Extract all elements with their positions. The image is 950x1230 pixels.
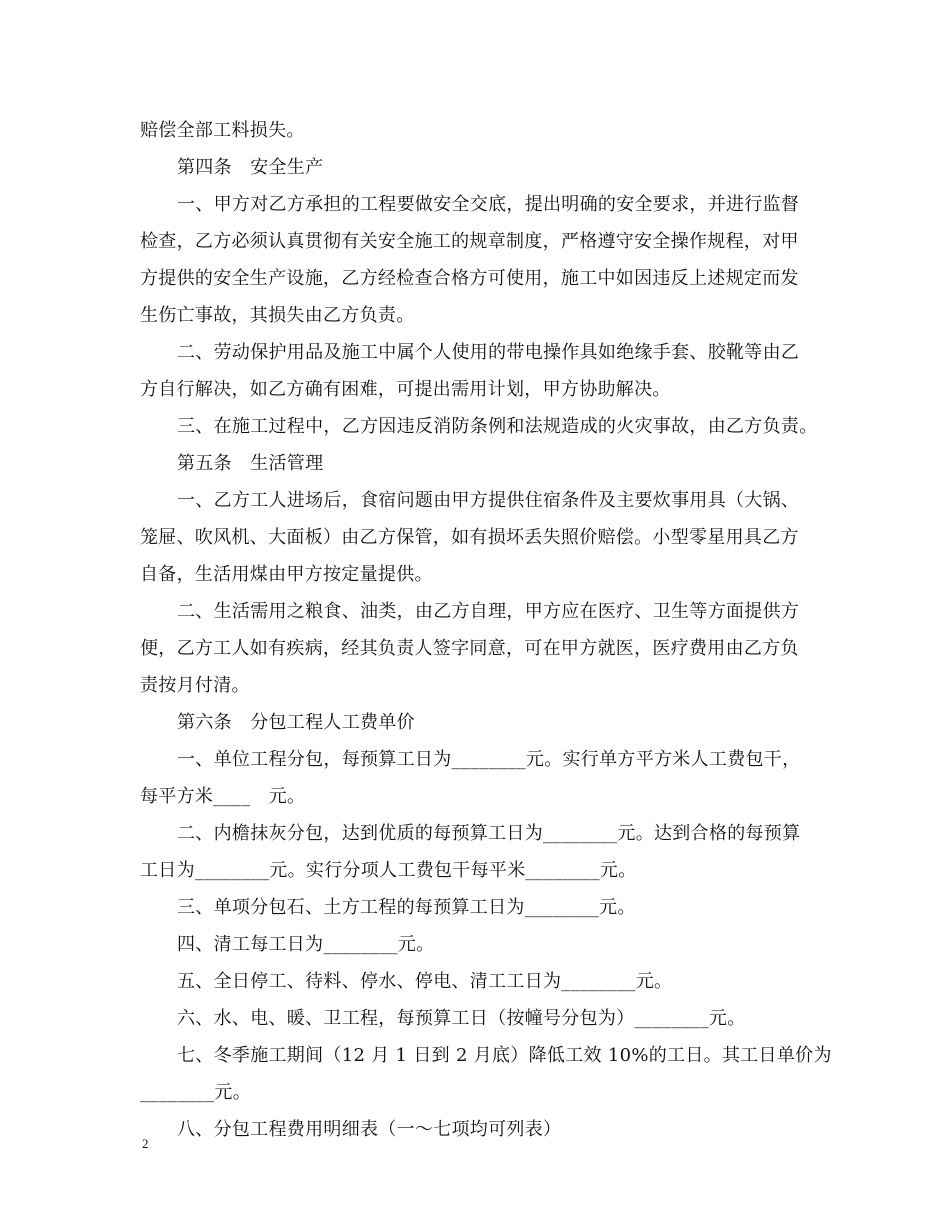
text-line: 每平方米____ 元。: [140, 786, 306, 807]
article-heading: 第五条 生活管理: [177, 453, 324, 474]
text-line: 方提供的安全生产设施，乙方经检查合格方可使用，施工中如因违反上述规定而发: [140, 268, 799, 289]
text-line: 便，乙方工人如有疾病，经其负责人签字同意，可在甲方就医，医疗费用由乙方负: [140, 638, 799, 659]
page-number: 2: [142, 1136, 149, 1151]
body-text: [140, 112, 830, 1148]
text-line: 三、单项分包石、土方工程的每预算工日为________元。: [177, 897, 636, 918]
text-line: 二、生活需用之粮食、油类，由乙方自理，甲方应在医疗、卫生等方面提供方: [177, 601, 800, 622]
text-line: 赔偿全部工料损失。: [140, 120, 305, 141]
text-line: 二、劳动保护用品及施工中属个人使用的带电操作具如绝缘手套、胶靴等由乙: [177, 342, 800, 363]
text-line: 方自行解决，如乙方确有困难，可提出需用计划，甲方协助解决。: [140, 379, 671, 400]
article-heading: 第四条 安全生产: [177, 157, 324, 178]
text-line: 自备，生活用煤由甲方按定量提供。: [140, 564, 433, 585]
article-heading: 第六条 分包工程人工费单价: [177, 712, 415, 733]
text-line: 工日为________元。实行分项人工费包干每平米________元。: [140, 860, 637, 881]
text-line: 一、甲方对乙方承担的工程要做安全交底，提出明确的安全要求，并进行监督: [177, 194, 800, 215]
text-line: 责按月付清。: [140, 675, 250, 696]
text-line: 五、全日停工、待料、停水、停电、清工工日为________元。: [177, 971, 673, 992]
text-line: 七、冬季施工期间（12 月 1 日到 2 月底）降低工效 10%的工日。其工日单价为: [177, 1045, 832, 1066]
text-line: 八、分包工程费用明细表（一～七项均可列表）: [177, 1119, 562, 1140]
text-line: 二、内檐抹灰分包，达到优质的每预算工日为________元。达到合格的每预算: [177, 823, 801, 844]
text-line: 笼屉、吹风机、大面板）由乙方保管，如有损坏丢失照价赔偿。小型零星用具乙方: [140, 527, 799, 548]
text-line: 六、水、电、暖、卫工程，每预算工日（按幢号分包为）________元。: [177, 1008, 746, 1029]
text-line: 一、乙方工人进场后，食宿问题由甲方提供住宿条件及主要炊事用具（大锅、: [177, 490, 800, 511]
text-line: 生伤亡事故，其损失由乙方负责。: [140, 305, 415, 326]
text-line: 三、在施工过程中，乙方因违反消防条例和法规造成的火灾事故，由乙方负责。: [177, 416, 818, 437]
text-line: 四、清工每工日为________元。: [177, 934, 435, 955]
text-line: 一、单位工程分包，每预算工日为________元。实行单方平方米人工费包干，: [177, 749, 801, 770]
text-line: 检查，乙方必须认真贯彻有关安全施工的规章制度，严格遵守安全操作规程，对甲: [140, 231, 799, 252]
text-line: ________元。: [140, 1082, 251, 1103]
